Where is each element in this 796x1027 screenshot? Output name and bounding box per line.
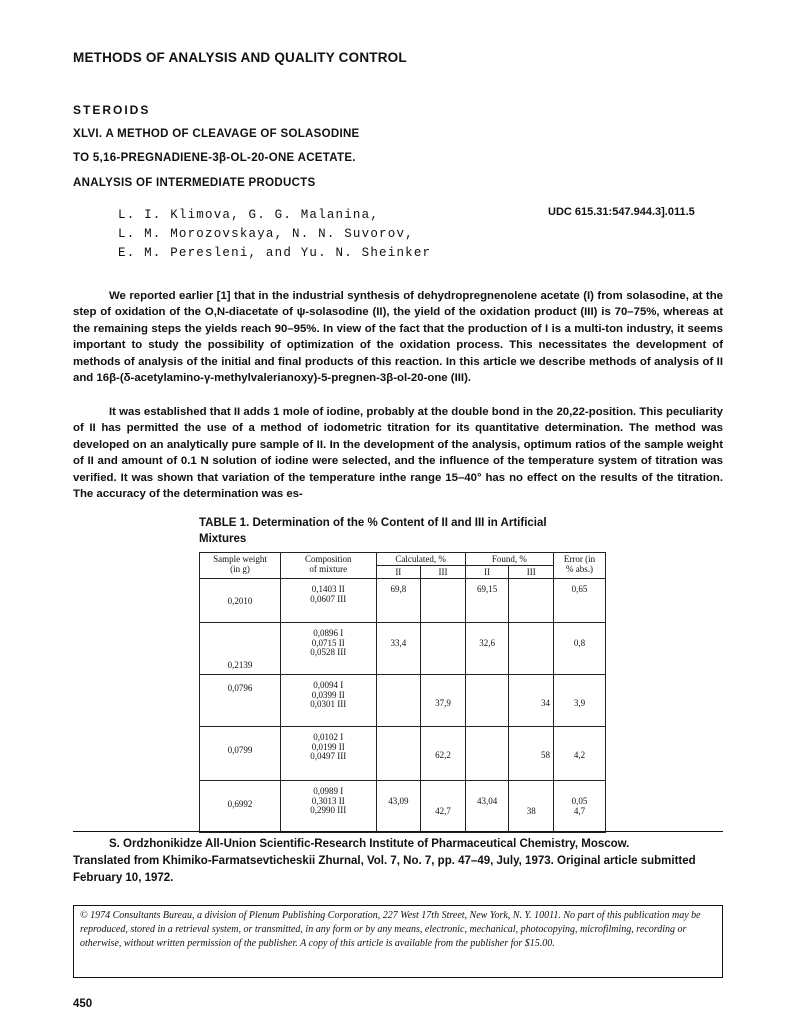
cell-found-iii: 38 bbox=[509, 781, 554, 833]
cell-weight: 0,6992 bbox=[200, 781, 281, 833]
translation-note: Translated from Khimiko-Farmatsevticheskii Zhurnal, Vol. 7, No. 7, pp. 47–49, July, 1973. Original article submitted February 10, 1972. bbox=[73, 855, 696, 884]
cell-weight: 0,2010 bbox=[200, 579, 281, 623]
copyright-text: © 1974 Consultants Bureau, a division of Plenum Publishing Corporation, 227 West 17th Street, New York, N. Y. 10011. No part of this publication may be reproduced, stored in a retrieval system, or transmitted, in any form or by any means, electronic, mechanical, photocopying, microfilming, recording or otherwise, without written permission of the publisher. A copy of this article is available from the publisher for $15.00. bbox=[80, 910, 701, 949]
series-title: STEROIDS bbox=[73, 103, 151, 117]
cell-calc-iii: 62,2 bbox=[421, 727, 466, 781]
body-paragraph-2 bbox=[73, 404, 723, 502]
cell-composition: 0,1403 II 0,0607 III bbox=[280, 579, 376, 623]
header-composition: Composition of mixture bbox=[280, 553, 376, 579]
cell-calc-ii: 69,8 bbox=[376, 579, 421, 623]
header-calc-ii: II bbox=[376, 566, 421, 579]
article-title-line-2: TO 5,16-PREGNADIENE-3β-OL-20-ONE ACETATE. bbox=[73, 152, 356, 164]
udc-code: UDC 615.31:547.944.3].011.5 bbox=[548, 206, 695, 218]
paragraph-text: It was established that II adds 1 mole of iodine, probably at the double bond in the 20,22-position. This peculiarity of II has permitted the use of a method of iodometric titration for its quantitative determination. The method was developed on an analytically pure sample of II. In the development of the analysis, optimum ratios of the sample weight of II and amount of 0.1 N solution of iodine were selected, and the influence of the temperature system of titration was verified. It was shown that variation of the temperature inthe range 15–40° has no effect on the results of the titration. The accuracy of the determination was es- bbox=[73, 406, 723, 501]
affiliation-line: S. Ordzhonikidze All-Union Scientific-Research Institute of Pharmaceutical Chemistry, Moscow. bbox=[109, 838, 630, 850]
cell-error: 0,8 bbox=[554, 623, 606, 675]
author-line-1: L. I. Klimova, G. G. Malanina, bbox=[118, 208, 380, 222]
cell-composition: 0,0989 I 0,3013 II 0,2990 III bbox=[280, 781, 376, 833]
cell-error-value-1: 0,05 bbox=[571, 796, 588, 806]
cell-composition: 0,0094 I 0,0399 II 0,0301 III bbox=[280, 675, 376, 727]
body-paragraph-1 bbox=[73, 288, 723, 386]
results-table bbox=[199, 552, 606, 833]
paragraph-text: We reported earlier [1] that in the industrial synthesis of dehydropregnenolene acetate (I) from solasodine, at the step of oxidation of the O,N-diacetate of ψ-solasodine (II), the yield of the oxidation product (III) is 70–75%, whereas at the remaining steps the yields reach 90–95%. In view of the fact that the production of I is a multi-ton industry, it seems important to study the possibility of optimization of the oxidation process. This necessitates the development of methods of analysis of the initial and final products of this reaction. In this article we describe methods of analysis of II and 16β-(δ-acetylamino-γ-methylvalerianoxy)-5-pregnen-3β-ol-20-one (III). bbox=[73, 290, 723, 385]
cell-error-value-2: 4,7 bbox=[573, 805, 586, 816]
cell-calc-iii bbox=[421, 623, 466, 675]
table-row bbox=[200, 727, 606, 781]
cell-composition: 0,0102 I 0,0199 II 0,0497 III bbox=[280, 727, 376, 781]
article-title-line-3: ANALYSIS OF INTERMEDIATE PRODUCTS bbox=[73, 177, 316, 189]
cell-found-iii: 34 bbox=[509, 675, 554, 727]
header-found-iii: III bbox=[509, 566, 554, 579]
header-found-ii: II bbox=[465, 566, 509, 579]
cell-error: 4,2 bbox=[554, 727, 606, 781]
affiliation-footnote bbox=[73, 836, 723, 887]
cell-composition: 0,0896 I 0,0715 II 0,0528 III bbox=[280, 623, 376, 675]
cell-calc-ii: 33,4 bbox=[376, 623, 421, 675]
cell-found-ii: 69,15 bbox=[465, 579, 509, 623]
footer-rule bbox=[73, 831, 723, 832]
author-line-2: L. M. Morozovskaya, N. N. Suvorov, bbox=[118, 227, 414, 241]
cell-error: 3,9 bbox=[554, 675, 606, 727]
table-caption bbox=[199, 515, 639, 547]
cell-calc-ii: 43,09 bbox=[376, 781, 421, 833]
copyright-box bbox=[73, 905, 723, 978]
table-row bbox=[200, 675, 606, 727]
cell-weight: 0,0799 bbox=[200, 727, 281, 781]
cell-found-ii: 32,6 bbox=[465, 623, 509, 675]
table-row bbox=[200, 781, 606, 833]
cell-calc-iii: 37,9 bbox=[421, 675, 466, 727]
cell-calc-ii bbox=[376, 727, 421, 781]
author-line-3: E. M. Peresleni, and Yu. N. Sheinker bbox=[118, 246, 432, 260]
section-heading: METHODS OF ANALYSIS AND QUALITY CONTROL bbox=[73, 50, 407, 65]
cell-calc-iii: 42,7 bbox=[421, 781, 466, 833]
table-row bbox=[200, 623, 606, 675]
cell-found-ii: 43,04 bbox=[465, 781, 509, 833]
cell-weight: 0,2139 bbox=[200, 623, 281, 675]
table-caption-line-1: TABLE 1. Determination of the % Content of II and III in Artificial bbox=[199, 517, 547, 529]
cell-calc-ii bbox=[376, 675, 421, 727]
cell-weight: 0,0796 bbox=[200, 675, 281, 727]
cell-found-iii bbox=[509, 579, 554, 623]
cell-error bbox=[554, 781, 606, 833]
header-calc-iii: III bbox=[421, 566, 466, 579]
author-list bbox=[118, 206, 431, 263]
header-error: Error (in % abs.) bbox=[554, 553, 606, 579]
cell-found-iii bbox=[509, 623, 554, 675]
table-caption-line-2: Mixtures bbox=[199, 533, 247, 545]
article-title-line-1: XLVI. A METHOD OF CLEAVAGE OF SOLASODINE bbox=[73, 128, 360, 140]
cell-error: 0,65 bbox=[554, 579, 606, 623]
header-sample-weight: Sample weight (in g) bbox=[200, 553, 281, 579]
page-number: 450 bbox=[73, 998, 93, 1010]
table-row bbox=[200, 579, 606, 623]
header-calculated: Calculated, % bbox=[376, 553, 465, 566]
cell-calc-iii bbox=[421, 579, 466, 623]
header-found: Found, % bbox=[465, 553, 553, 566]
cell-found-ii bbox=[465, 675, 509, 727]
cell-found-iii: 58 bbox=[509, 727, 554, 781]
cell-found-ii bbox=[465, 727, 509, 781]
